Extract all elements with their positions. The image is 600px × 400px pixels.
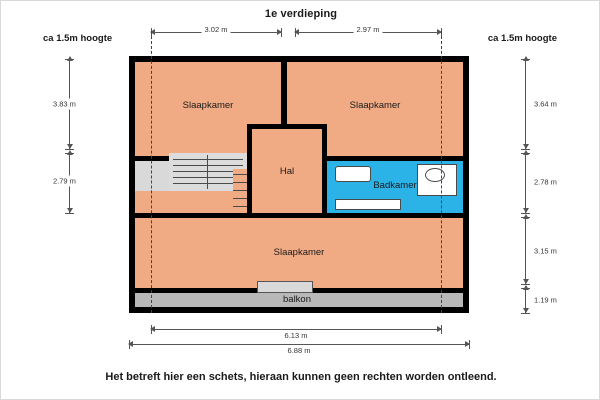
room-hal xyxy=(247,124,327,213)
dim-top-1: 3.02 m xyxy=(202,25,231,34)
wall-hal-top xyxy=(247,124,327,129)
room-label-badkamer: Badkamer xyxy=(373,180,417,191)
dim-left-2: 2.79 m xyxy=(53,176,76,186)
stair-bottom-steps xyxy=(233,169,247,215)
floorplan-drawing xyxy=(129,56,469,313)
bathtub-fixture xyxy=(335,166,371,182)
balkon-door-recess xyxy=(257,281,313,293)
dim-top-2: 2.97 m xyxy=(354,25,383,34)
section-line-right xyxy=(441,31,442,313)
dim-right-2: 2.78 m xyxy=(534,177,557,187)
room-label-slaapkamer-1: Slaapkamer xyxy=(182,100,234,111)
room-slaapkamer-bottom xyxy=(135,218,463,288)
dim-right-1: 3.64 m xyxy=(534,99,557,109)
dim-bottom-2: 6.88 m xyxy=(285,346,314,355)
dim-left-1: 3.83 m xyxy=(53,99,76,109)
note-left-height: ca 1.5m hoogte xyxy=(43,33,113,44)
sink-fixture xyxy=(425,168,445,182)
room-label-hal: Hal xyxy=(279,166,295,177)
room-label-balkon: balkon xyxy=(283,294,311,305)
dim-bottom-1: 6.13 m xyxy=(282,331,311,340)
dim-right-4: 1.19 m xyxy=(534,295,557,305)
note-right-height: ca 1.5m hoogte xyxy=(487,33,557,44)
page-title: 1e verdieping xyxy=(264,8,338,20)
dim-right-3: 3.15 m xyxy=(534,246,557,256)
toilet-fixture xyxy=(335,199,401,210)
wall-bottom xyxy=(129,307,469,313)
room-label-slaapkamer-3: Slaapkamer xyxy=(273,247,325,258)
section-line-left xyxy=(151,31,152,313)
wall-hal-left xyxy=(247,124,252,213)
disclaimer-text: Het betreft hier een schets, hieraan kunnen geen rechten worden ontleend. xyxy=(105,371,497,383)
wall-right xyxy=(463,56,469,313)
room-label-slaapkamer-2: Slaapkamer xyxy=(349,100,401,111)
